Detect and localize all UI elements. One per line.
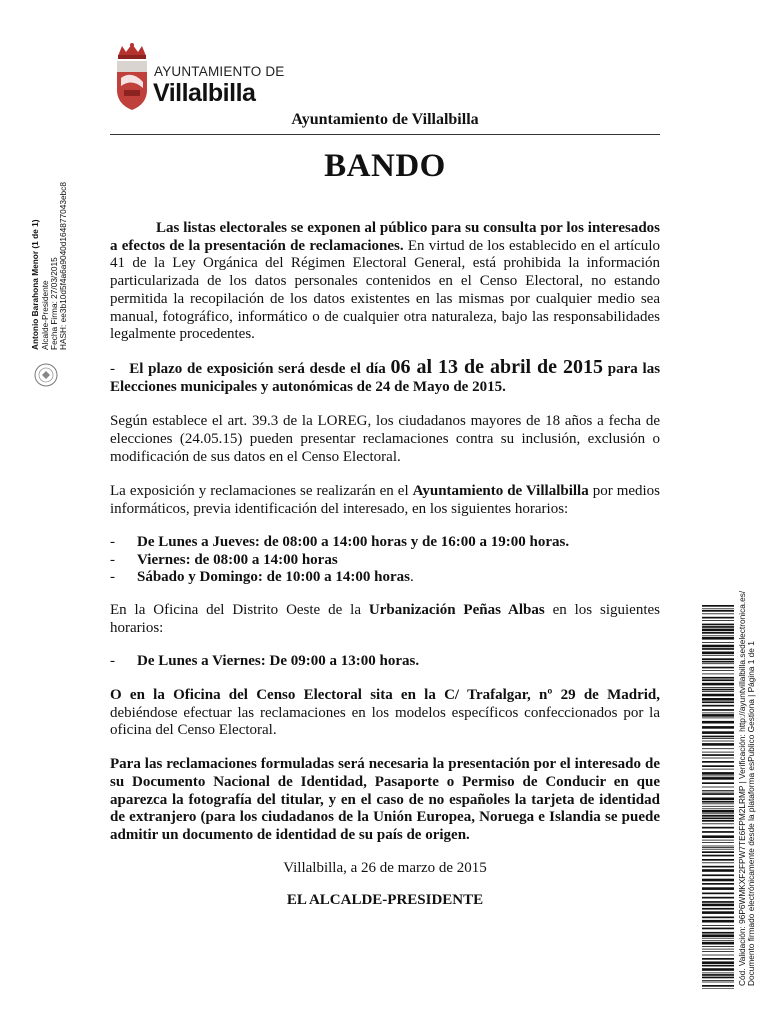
oficina-oeste-paragraph bbox=[110, 602, 660, 637]
coat-of-arms-icon bbox=[112, 42, 152, 114]
barcode-bar bbox=[702, 769, 734, 770]
barcode-bar bbox=[702, 815, 734, 817]
barcode-bar bbox=[702, 803, 734, 804]
barcode-bar bbox=[702, 925, 734, 926]
plazo-paragraph bbox=[110, 355, 661, 396]
horario-text: Sábado y Domingo: de 10:00 a 14:00 horas bbox=[137, 569, 410, 586]
municipal-logo bbox=[112, 42, 285, 114]
exposicion-paragraph bbox=[110, 483, 660, 518]
logo-line1: AYUNTAMIENTO DE bbox=[154, 64, 285, 79]
barcode-bar bbox=[702, 709, 734, 711]
censo-bold: O en la Oficina del Censo Electoral sita en la C/ Trafalgar, nº 29 de Madrid, bbox=[110, 687, 660, 704]
barcode-bar bbox=[702, 904, 734, 907]
validation-line2: Documento firmado electrónicamente desde la plataforma esPublico Gestiona | Página 1 de 1 bbox=[746, 641, 756, 986]
barcode-bar bbox=[702, 608, 734, 609]
page-title: BANDO bbox=[324, 148, 446, 184]
barcode-bar bbox=[702, 842, 734, 843]
barcode-bar bbox=[702, 620, 734, 621]
barcode-bar bbox=[702, 901, 734, 903]
barcode-bar bbox=[702, 652, 734, 655]
barcode-bar bbox=[702, 758, 734, 759]
exposicion-post: por medios informáticos, previa identificación del interesado, en los siguientes horarios: bbox=[110, 483, 661, 518]
plazo-lead: El plazo de exposición será desde el día bbox=[129, 360, 386, 377]
barcode-bar bbox=[702, 977, 734, 979]
barcode-bar bbox=[702, 670, 734, 671]
barcode-bar bbox=[702, 752, 734, 753]
barcode-bar bbox=[702, 642, 734, 643]
barcode-icon bbox=[702, 605, 734, 989]
barcode-bar bbox=[702, 731, 734, 734]
oficina-oeste-bold: Urbanización Peñas Albas bbox=[368, 601, 545, 618]
barcode-bar bbox=[702, 793, 734, 795]
barcode-bar bbox=[702, 831, 734, 833]
loreg-paragraph: Según establece el art. 39.3 de la LOREG, los ciudadanos mayores de 18 años a fecha de elecciones (24.05.15) pueden presentar reclamaciones contra su inclusión, exclusión o modificación de sus datos en el Censo Electoral. bbox=[110, 413, 660, 465]
barcode-bar bbox=[702, 968, 734, 971]
barcode-bar bbox=[702, 946, 734, 947]
barcode-bar bbox=[702, 790, 734, 791]
barcode-bar bbox=[702, 917, 734, 919]
barcode-bar bbox=[702, 813, 734, 814]
horario-oeste-text: De Lunes a Viernes: De 09:00 a 13:00 horas. bbox=[137, 653, 420, 670]
signer-name: Antonio Barahona Menor (1 de 1) bbox=[30, 219, 40, 350]
barcode-bar bbox=[702, 689, 734, 691]
signature-hash: HASH: ee3b10d5f4a6a9040d164877043ebc8 bbox=[58, 182, 68, 350]
intro-text: En virtud de los establecido en el artículo 41 de la Ley Orgánica del Régimen Electoral General, está prohibida la información particularizada de los datos personales contenidos en el Censo Electoral, no estando permitida la recopilación de los datos existentes en las mismas por cualquier medio sea manual, fotográfico, informático o de cualquier otra naturaleza, bajo las responsabilidades legalmente procedentes. bbox=[110, 237, 660, 343]
plazo-dash: - bbox=[110, 360, 115, 377]
barcode-bar bbox=[702, 866, 734, 868]
censo-text: debiéndose efectuar las reclamaciones en los modelos específicos confeccionados por la oficina del Censo Electoral. bbox=[110, 704, 660, 739]
barcode-bar bbox=[702, 658, 734, 660]
intro-paragraph bbox=[110, 220, 660, 344]
barcode-bar bbox=[702, 862, 734, 863]
barcode-bar bbox=[702, 741, 734, 742]
barcode-bar bbox=[702, 698, 734, 701]
barcode-bar bbox=[702, 940, 734, 941]
seal-icon bbox=[33, 362, 59, 388]
barcode-bar bbox=[702, 718, 734, 719]
document-body bbox=[110, 220, 660, 910]
barcode-bar bbox=[702, 874, 734, 876]
horario-suffix: . bbox=[409, 569, 414, 586]
barcode-bar bbox=[702, 629, 734, 632]
signature-block bbox=[28, 182, 68, 350]
signature-date: Fecha Firma: 27/03/2015 bbox=[49, 257, 59, 350]
barcode-bar bbox=[702, 743, 734, 746]
barcode-bar bbox=[702, 988, 734, 989]
barcode-bar bbox=[702, 635, 734, 636]
censo-paragraph bbox=[110, 687, 660, 740]
logo-line2: Villalbilla bbox=[153, 79, 256, 107]
barcode-bar bbox=[702, 748, 734, 749]
barcode-bar bbox=[702, 801, 734, 803]
requisitos-paragraph: Para las reclamaciones formuladas será necesaria la presentación por el interesado de su Documento Nacional de Identidad, Pasaporte o Permiso de Conducir en que aparezca la fotografía del titular, y en el caso de no españoles la tarjeta de identidad de extranjero (para los ciudadanos de la Unión Europea, Noruega e Islandia se puede admitir un documento de identidad de su país de origen. bbox=[110, 756, 660, 843]
barcode-bar bbox=[702, 806, 734, 807]
list-dash: - bbox=[110, 551, 115, 568]
list-item bbox=[110, 569, 660, 587]
barcode-bar bbox=[702, 846, 734, 847]
barcode-bar bbox=[702, 911, 734, 914]
barcode-bar bbox=[702, 965, 734, 967]
barcode-bar bbox=[702, 823, 734, 824]
barcode-bar bbox=[702, 772, 734, 775]
barcode-bar bbox=[702, 985, 734, 987]
barcode-bar bbox=[702, 792, 734, 793]
barcode-bar bbox=[702, 761, 734, 763]
barcode-bar bbox=[702, 765, 734, 767]
intro-bold-text: Las listas electorales se exponen al público para su consulta por los interesados a efectos de la presentación de reclamaciones. bbox=[110, 220, 660, 254]
horarios-list bbox=[110, 534, 660, 587]
barcode-bar bbox=[702, 645, 734, 648]
barcode-bar bbox=[702, 624, 734, 626]
list-dash: - bbox=[110, 533, 115, 550]
barcode-bar bbox=[702, 820, 734, 822]
barcode-bar bbox=[702, 674, 734, 675]
barcode-bar bbox=[702, 648, 734, 650]
barcode-bar bbox=[702, 713, 734, 714]
barcode-bar bbox=[702, 798, 734, 801]
barcode-bar bbox=[702, 777, 734, 780]
signer-role: Alcalde-Presidente bbox=[40, 280, 50, 350]
barcode-bar bbox=[702, 661, 734, 663]
barcode-bar bbox=[702, 908, 734, 910]
barcode-bar bbox=[702, 637, 734, 640]
barcode-bar bbox=[702, 632, 734, 634]
header-title: Ayuntamiento de Villalbilla bbox=[291, 111, 479, 128]
barcode-bar bbox=[702, 754, 734, 756]
barcode-bar bbox=[702, 982, 734, 983]
barcode-bar bbox=[702, 932, 734, 934]
barcode-bar bbox=[702, 840, 734, 841]
barcode-bar bbox=[702, 808, 734, 809]
barcode-bar bbox=[702, 928, 734, 930]
barcode-bar bbox=[702, 974, 734, 976]
barcode-bar bbox=[702, 691, 734, 692]
barcode-bar bbox=[702, 663, 734, 664]
exposicion-bold: Ayuntamiento de Villalbilla bbox=[412, 483, 589, 500]
barcode-bar bbox=[702, 934, 734, 937]
barcode-bar bbox=[702, 776, 734, 777]
barcode-bar bbox=[702, 683, 734, 686]
barcode-bar bbox=[702, 610, 734, 612]
barcode-bar bbox=[702, 714, 734, 717]
barcode-bar bbox=[702, 855, 734, 857]
barcode-bar bbox=[702, 726, 734, 729]
header-divider bbox=[110, 134, 660, 135]
barcode-bar bbox=[702, 613, 734, 614]
barcode-bar bbox=[702, 694, 734, 697]
barcode-bar bbox=[702, 827, 734, 829]
barcode-bar bbox=[702, 958, 734, 960]
barcode-bar bbox=[702, 818, 734, 820]
oficina-oeste-pre: En la Oficina del Distrito Oeste de la bbox=[110, 601, 361, 618]
barcode-bar bbox=[702, 879, 734, 882]
barcode-bar bbox=[702, 849, 734, 850]
list-item bbox=[110, 653, 660, 671]
validation-line1: Cód. Validación: 96P6WMKXF2FPW7TE6FPM2LRMP | Verificación: http://ayuntvillalbilla.sedelectronica.es/ bbox=[737, 590, 747, 986]
horario-text: Viernes: de 08:00 a 14:00 horas bbox=[137, 551, 338, 568]
barcode-bar bbox=[702, 617, 734, 619]
list-dash: - bbox=[110, 569, 115, 586]
barcode-bar bbox=[702, 973, 734, 974]
list-item bbox=[110, 552, 660, 570]
barcode-bar bbox=[702, 736, 734, 738]
barcode-bar bbox=[702, 883, 734, 885]
barcode-bar bbox=[702, 835, 734, 838]
list-dash: - bbox=[110, 653, 115, 670]
barcode-bar bbox=[702, 782, 734, 784]
plazo-tail: para las Elecciones municipales y autonómicas de 24 de Mayo de 2015. bbox=[110, 360, 661, 395]
horario-text: De Lunes a Jueves: de 08:00 a 14:00 horas y de 16:00 a 19:00 horas. bbox=[137, 533, 570, 550]
barcode-bar bbox=[702, 655, 734, 656]
list-item bbox=[110, 534, 660, 552]
fecha-line: Villalbilla, a 26 de marzo de 2015 bbox=[283, 859, 487, 876]
barcode-bar bbox=[702, 605, 734, 607]
barcode-bar bbox=[702, 920, 734, 923]
barcode-bar bbox=[702, 738, 734, 739]
barcode-bar bbox=[702, 626, 734, 628]
barcode-bar bbox=[702, 942, 734, 945]
firma-line: EL ALCALDE-PRESIDENTE bbox=[286, 892, 484, 909]
barcode-bar bbox=[702, 955, 734, 956]
barcode-bar bbox=[702, 721, 734, 724]
barcode-bar bbox=[702, 980, 734, 981]
barcode-bar bbox=[702, 679, 734, 681]
barcode-bar bbox=[702, 869, 734, 872]
barcode-bar bbox=[702, 949, 734, 950]
barcode-bar bbox=[702, 677, 734, 679]
barcode-bar bbox=[702, 961, 734, 964]
barcode-bar bbox=[702, 893, 734, 895]
barcode-bar bbox=[702, 810, 734, 813]
barcode-bar bbox=[702, 667, 734, 669]
barcode-bar bbox=[702, 859, 734, 861]
exposicion-pre: La exposición y reclamaciones se realizarán en el bbox=[110, 483, 409, 500]
barcode-bar bbox=[702, 887, 734, 890]
plazo-dates: 06 al 13 de abril de 2015 bbox=[390, 355, 604, 378]
barcode-bar bbox=[702, 701, 734, 703]
barcode-bar bbox=[702, 938, 734, 939]
barcode-bar bbox=[702, 951, 734, 952]
oficina-oeste-post: en los siguientes horarios: bbox=[110, 601, 660, 636]
barcode-bar bbox=[702, 847, 734, 848]
barcode-bar bbox=[702, 705, 734, 707]
barcode-bar bbox=[702, 897, 734, 899]
barcode-bar bbox=[702, 787, 734, 788]
barcode-bar bbox=[702, 851, 734, 853]
barcode-bar bbox=[702, 687, 734, 688]
